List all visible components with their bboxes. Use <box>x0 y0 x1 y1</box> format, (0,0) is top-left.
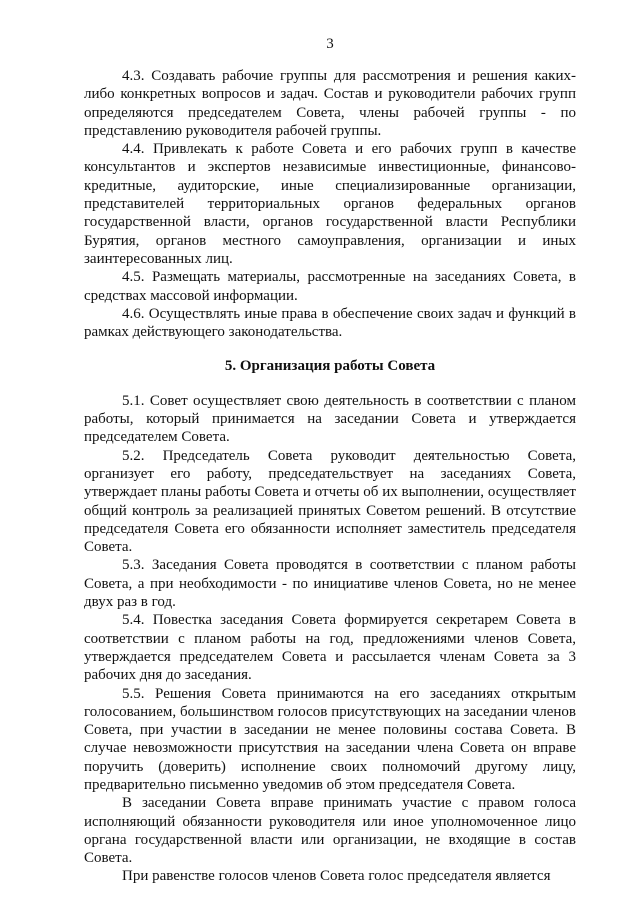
page-number: 3 <box>326 36 334 52</box>
paragraph-5-5: 5.5. Решения Совета принимаются на его заседаниях открытым голосованием, большинством голосов присутствующих на заседании членов Совета, при участии в заседании не менее половины состава Совета. В случае невозможности присутствия на заседании члена Совета он вправе поручить (доверить) исполнение своих полномочий другому лицу, предварительно письменно уведомив об этом председателя Совета. <box>84 685 576 793</box>
paragraph-4-6: 4.6. Осуществлять иные права в обеспечение своих задач и функций в рамках действующего законодательства. <box>84 305 576 341</box>
paragraph-4-5: 4.5. Размещать материалы, рассмотренные на заседаниях Совета, в средствах массовой информации. <box>84 269 576 304</box>
paragraph-5-4: 5.4. Повестка заседания Совета формируется секретарем Совета в соответствии с планом работы на год, предложениями членов Совета, утверждается председателем Совета и рассылается членам Совета за 3 рабочих дня до заседания. <box>84 612 576 684</box>
paragraph-5-1: 5.1. Совет осуществляет свою деятельность в соответствии с планом работы, который принимается на заседании Совета и утверждается председателем Совета. <box>84 392 576 446</box>
paragraph-guest-voting: В заседании Совета вправе принимать участие с правом голоса исполняющий обязанности руководителя или иное уполномоченное лицо органа государственной власти или организации, не входящие в состав Совета. <box>84 795 576 867</box>
paragraph-4-4: 4.4. Привлекать к работе Совета и его рабочих групп в качестве консультантов и экспертов независимые инвестиционные, финансово-кредитные, аудиторские, иные специализированные организации, представителей территориальных органов федеральных органов государственной власти, органов государственной власти Республики Бурятия, органов местного самоуправления, организации и иных заинтересованных лиц. <box>84 141 576 267</box>
section-heading: 5. Организация работы Совета <box>224 358 436 375</box>
paragraph-tie-vote: При равенстве голосов членов Совета голос председателя является <box>122 868 551 885</box>
paragraph-4-3: 4.3. Создавать рабочие группы для рассмотрения и решения каких-либо конкретных вопросов и задач. Состав и руководители рабочих групп определяются председателем Совета, члены рабочей группы - по представлению руководителя рабочей группы. <box>84 68 576 139</box>
paragraph-5-3: 5.3. Заседания Совета проводятся в соответствии с планом работы Совета, а при необходимости - по инициативе членов Совета, но не менее двух раз в год. <box>84 557 576 611</box>
paragraph-5-2: 5.2. Председатель Совета руководит деятельностью Совета, организует его работу, председательствует на заседаниях Совета, утверждает планы работы Совета и отчеты об их выполнении, осуществляет общий контроль за реализацией принятых Советом решений. В отсутствие председателя Совета его обязанности исполняет заместитель председателя Совета. <box>84 447 576 556</box>
